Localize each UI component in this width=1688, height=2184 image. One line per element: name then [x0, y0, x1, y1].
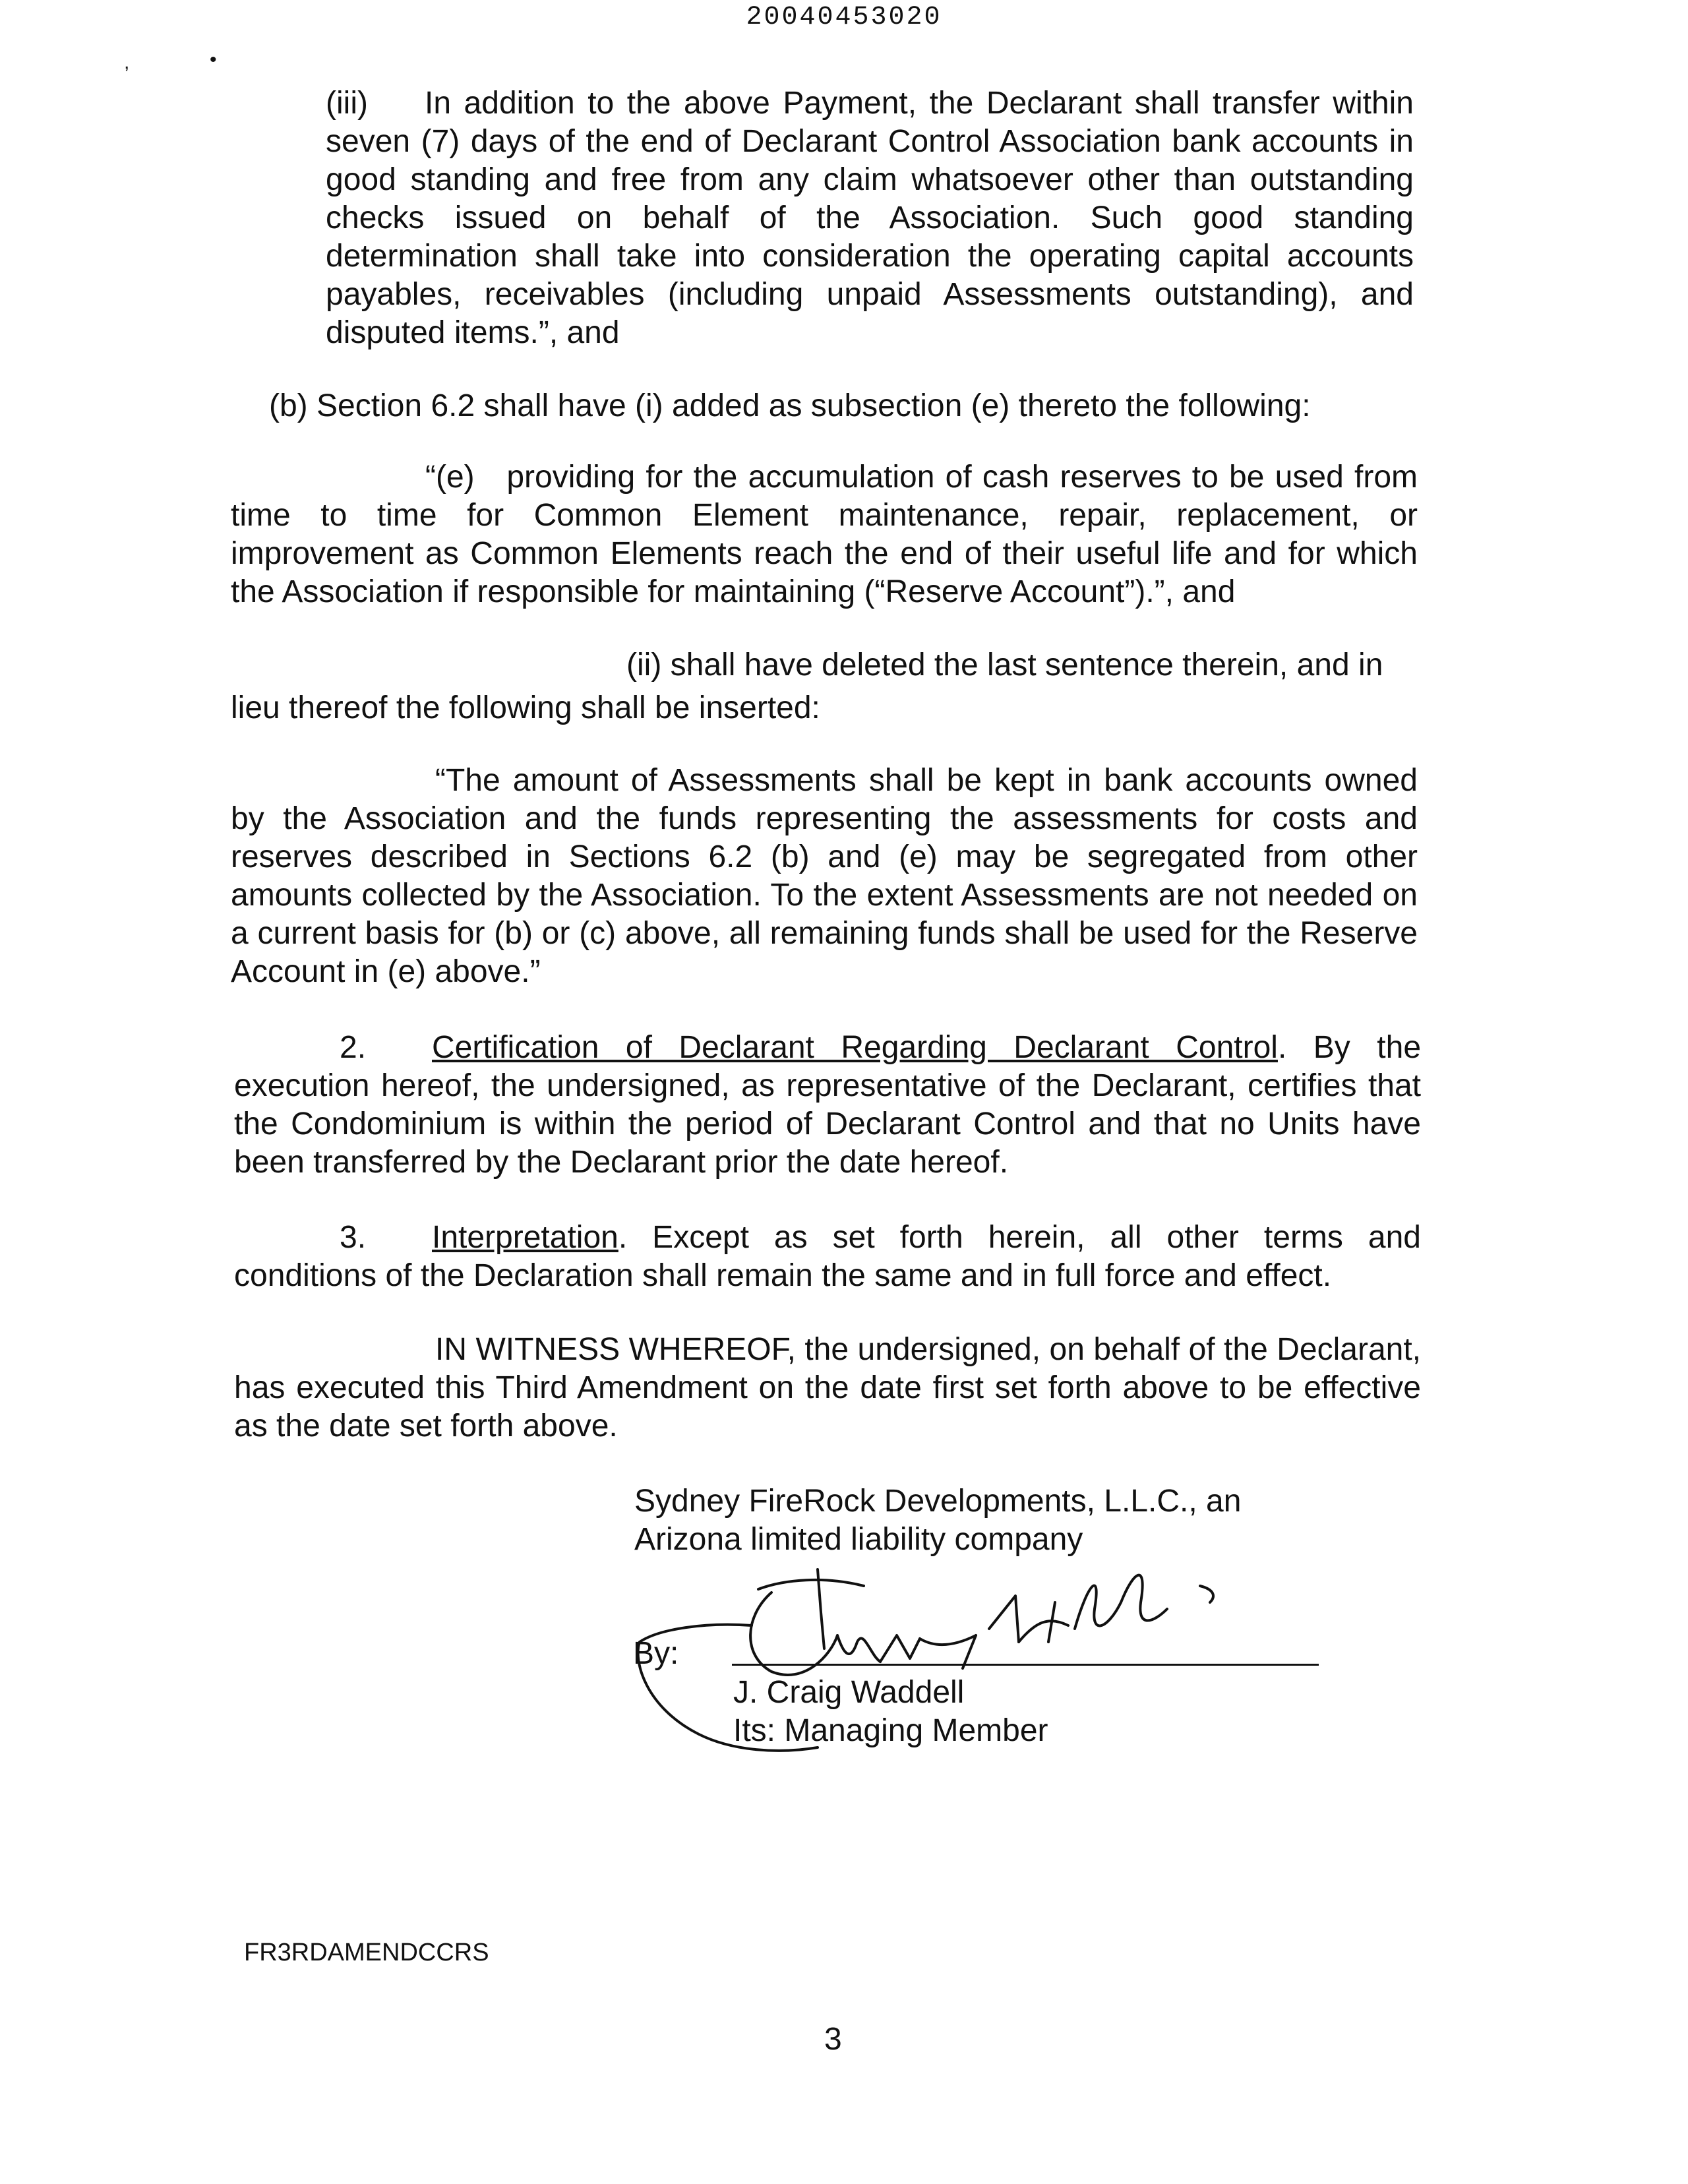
company-line-2: Arizona limited liability company — [634, 1522, 1083, 1557]
by-label: By: — [633, 1636, 679, 1671]
subsection-iii-text: In addition to the above Payment, the Declarant shall transfer within seven (7) days of the end of Declarant Control Association bank accounts in good standing and free from any claim whatsoever other than outstanding checks issued on behalf of the Association. Such good standing determination shall take into consideration the operating capital accounts payables, receivables (including unpaid Assessments outstanding), and disputed items.”, and — [326, 86, 1414, 350]
signature-line — [732, 1664, 1319, 1666]
subsection-ii-continuation: lieu thereof the following shall be inserted: — [231, 690, 820, 725]
section-3-number: 3. — [340, 1220, 367, 1255]
subsection-e — [231, 458, 1418, 611]
signer-title: Its: Managing Member — [733, 1713, 1048, 1748]
inserted-text-paragraph — [231, 762, 1418, 991]
margin-mark-left: , — [124, 51, 130, 73]
company-name — [634, 1482, 1241, 1559]
page-number: 3 — [824, 2022, 842, 2057]
witness-clause — [234, 1331, 1421, 1445]
document-number: 20040453020 — [746, 3, 942, 32]
signer-block — [733, 1674, 1048, 1750]
subsection-iii-label: (iii) — [326, 86, 368, 121]
subsection-ii: (ii) shall have deleted the last sentence therein, and in — [626, 648, 1383, 682]
section-3-text: . Except as set forth herein, all other terms and conditions of the Declaration shall remain the same and in full force and effect. — [234, 1220, 1421, 1293]
subsection-e-label: “(e) — [425, 460, 475, 495]
section-2-number: 2. — [340, 1030, 367, 1065]
section-2-text: . By the execution hereof, the undersigned, as representative of the Declarant, certifies that the Condominium is within the period of Declarant Control and that no Units have been transferred by the Declarant prior the date hereof. — [234, 1030, 1422, 1180]
section-3-heading: Interpretation — [432, 1220, 618, 1255]
witness-text: IN WITNESS WHEREOF, the undersigned, on behalf of the Declarant, has executed this Third Amendment on the date first set forth above to be effective as the date set forth above. — [234, 1332, 1421, 1443]
signer-name: J. Craig Waddell — [733, 1675, 965, 1710]
subsection-e-text: providing for the accumulation of cash reserves to be used from time to time for Common Element maintenance, repair, replacement, or improvement as Common Elements reach the end of their useful life and for which the Association if responsible for maintaining (“Reserve Account”).”, and — [231, 460, 1418, 609]
subsection-b: (b) Section 6.2 shall have (i) added as subsection (e) thereto the following: — [269, 388, 1311, 423]
company-line-1: Sydney FireRock Developments, L.L.C., an — [634, 1484, 1242, 1519]
section-3 — [234, 1219, 1421, 1295]
footer-code: FR3RDAMENDCCRS — [244, 1939, 489, 1966]
subsection-iii — [326, 84, 1414, 352]
inserted-text: “The amount of Assessments shall be kept in bank accounts owned by the Association and the funds representing the assessments for costs and reserves described in Sections 6.2 (b) and (e) may be segregated from other amounts collected by the Association. To the extent Assessments are not needed on a current basis for (b) or (c) above, all remaining funds shall be used for the Reserve Account in (e) above.” — [231, 763, 1418, 989]
section-2-heading: Certification of Declarant Regarding Declarant Control — [432, 1030, 1278, 1065]
section-2 — [234, 1029, 1421, 1182]
margin-mark-right: • — [210, 49, 217, 71]
